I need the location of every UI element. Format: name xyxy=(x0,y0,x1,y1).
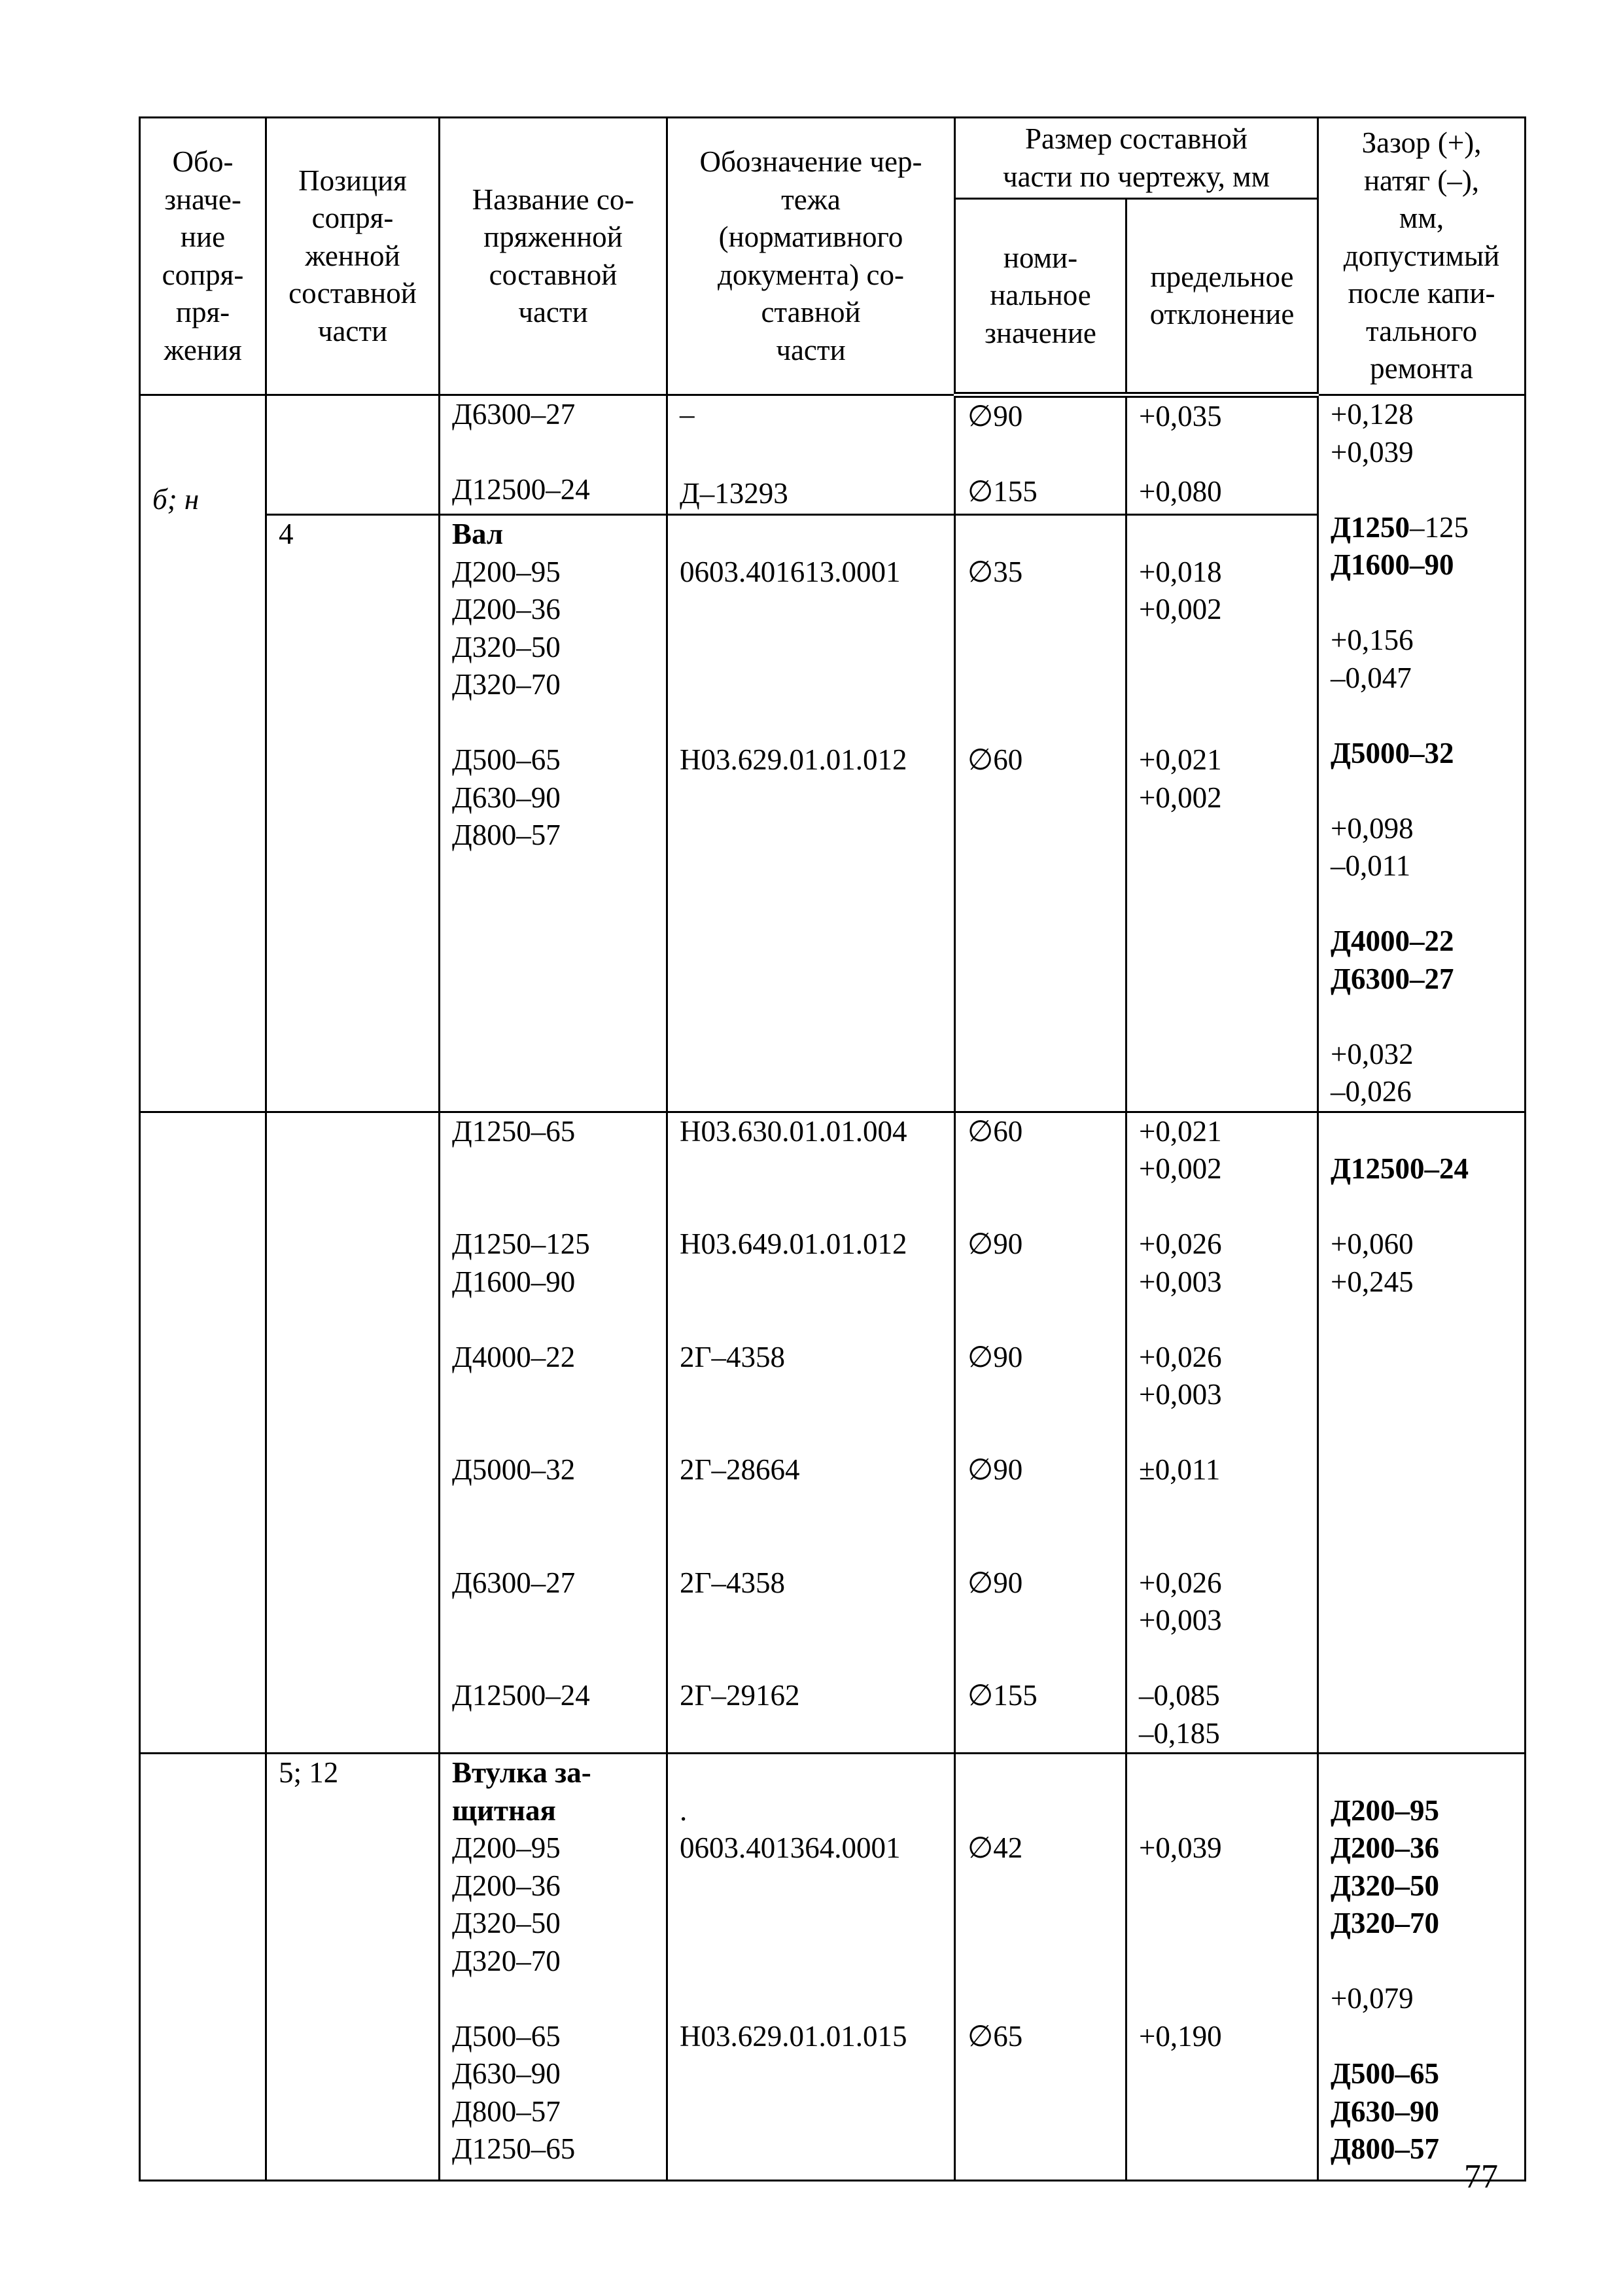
clearance-line xyxy=(1331,1754,1512,1792)
nominal-line: ∅60 xyxy=(968,743,1023,777)
header-deviation-text: предельное отклонение xyxy=(1149,260,1295,330)
cell-clearance xyxy=(1318,1112,1526,1754)
part-name-line: Д6300–27 xyxy=(452,1566,576,1599)
designation-text: б; н xyxy=(152,483,200,516)
clearance-line xyxy=(1331,2018,1512,2056)
drawing-line xyxy=(680,629,942,667)
part-name-line xyxy=(452,704,654,742)
part-name-line: Д200–95 xyxy=(452,1831,561,1864)
clearance-designation-prefix: Д1250 xyxy=(1331,510,1410,544)
deviation-line: +0,002 xyxy=(1139,593,1222,626)
deviation-line xyxy=(1139,1792,1305,1830)
nominal-line: ∅65 xyxy=(968,2019,1023,2053)
nominal-line xyxy=(968,704,1113,742)
clearance-line: Д500–65 xyxy=(1331,2057,1439,2090)
nominal-line xyxy=(968,666,1113,704)
drawing-line xyxy=(680,704,942,742)
table-row xyxy=(140,1112,1526,1754)
deviation-line xyxy=(1139,1943,1305,1981)
clearance-line xyxy=(1331,1113,1512,1151)
deviation-line: +0,026 xyxy=(1139,1340,1222,1373)
drawing-line xyxy=(680,1527,942,1564)
drawing-line xyxy=(680,1188,942,1226)
drawing-line xyxy=(680,1602,942,1640)
drawing-line xyxy=(680,591,942,629)
clearance-line: Д4000–22 xyxy=(1331,925,1454,957)
nominal-line xyxy=(968,1376,1113,1414)
clearance-line xyxy=(1331,885,1512,923)
nominal-line xyxy=(968,1792,1113,1830)
drawing-line xyxy=(680,666,942,704)
part-name-line: Д1600–90 xyxy=(452,1265,576,1298)
deviation-line xyxy=(1139,1527,1305,1564)
cell-designation xyxy=(140,1754,266,2181)
part-name-line: щитная xyxy=(452,1793,556,1827)
cell-clearance xyxy=(1318,1754,1526,2181)
header-clearance-text: Зазор (+), натяг (–), мм, допустимый после капи- тального ремонта xyxy=(1343,126,1500,385)
drawing-line: Н03.649.01.01.012 xyxy=(680,1227,907,1260)
header-row-1 xyxy=(140,118,1526,199)
deviation-line: +0,039 xyxy=(1139,1831,1222,1864)
deviation-line xyxy=(1139,1489,1305,1527)
header-part-name-text: Название со- пряженной составной части xyxy=(472,183,635,328)
header-position xyxy=(266,118,440,395)
nominal-line: ∅155 xyxy=(968,1679,1038,1712)
clearance-line: +0,156 xyxy=(1331,624,1414,656)
clearance-line: Д200–95 xyxy=(1331,1793,1439,1827)
cell-nominal xyxy=(955,1754,1126,2181)
deviation-line: +0,021 xyxy=(1139,1114,1222,1148)
cell-drawing xyxy=(667,1112,955,1754)
nominal-line xyxy=(968,591,1113,629)
cell-position xyxy=(266,395,440,515)
clearance-line: –0,026 xyxy=(1331,1075,1412,1108)
part-name-line: Д12500–24 xyxy=(452,473,590,506)
drawing-line: Н03.629.01.01.015 xyxy=(680,2019,907,2053)
drawing-line: 2Г–28664 xyxy=(680,1453,800,1486)
deviation-line: +0,026 xyxy=(1139,1566,1222,1599)
clearance-line: Д12500–24 xyxy=(1331,1152,1469,1185)
header-drawing-designation xyxy=(667,118,955,395)
deviation-line xyxy=(1139,666,1305,704)
cell-designation xyxy=(140,1112,266,1754)
deviation-line xyxy=(1139,704,1305,742)
cell-deviation xyxy=(1126,395,1318,515)
cell-clearance xyxy=(1318,395,1526,1112)
clearance-line xyxy=(1331,509,1512,547)
nominal-line: ∅90 xyxy=(968,1566,1023,1599)
header-deviation xyxy=(1126,199,1318,395)
deviation-line: +0,080 xyxy=(1139,475,1222,508)
designation-text xyxy=(152,1754,253,1792)
part-name-line: Д200–95 xyxy=(452,555,561,588)
part-name-line xyxy=(452,1301,654,1339)
drawing-line xyxy=(680,1414,942,1452)
drawing-line xyxy=(680,1980,942,2018)
designation-text xyxy=(152,1113,253,1151)
deviation-line: +0,002 xyxy=(1139,1152,1222,1185)
deviation-line: +0,003 xyxy=(1139,1265,1222,1298)
deviation-line: +0,035 xyxy=(1139,400,1222,433)
part-name-line: Д320–70 xyxy=(452,668,561,701)
part-name-line: Д320–70 xyxy=(452,1944,561,1977)
part-name-line: Д630–90 xyxy=(452,781,561,814)
part-name-line: Д1250–65 xyxy=(452,2132,576,2165)
part-name-line: Д12500–24 xyxy=(452,1679,590,1712)
drawing-line: – xyxy=(680,398,695,431)
deviation-line xyxy=(1139,1640,1305,1678)
drawing-line: Н03.630.01.01.004 xyxy=(680,1114,907,1148)
cell-deviation xyxy=(1126,1112,1318,1754)
cell-deviation xyxy=(1126,515,1318,1112)
clearance-line: Д6300–27 xyxy=(1331,962,1454,995)
part-name-line xyxy=(452,1489,654,1527)
clearance-line: +0,245 xyxy=(1331,1265,1414,1298)
nominal-line xyxy=(968,1527,1113,1564)
part-name-line xyxy=(452,1414,654,1452)
clearance-line: Д630–90 xyxy=(1331,2094,1439,2128)
part-name-line: Д320–50 xyxy=(452,1907,561,1939)
drawing-line xyxy=(680,1150,942,1188)
part-name-line: Д320–50 xyxy=(452,630,561,663)
deviation-line: +0,003 xyxy=(1139,1378,1222,1411)
nominal-line: ∅42 xyxy=(968,1831,1023,1864)
part-name-line: Д200–36 xyxy=(452,1869,561,1902)
nominal-line xyxy=(968,1754,1113,1792)
part-name-line: Вал xyxy=(452,518,504,551)
drawing-line: . xyxy=(680,1793,688,1827)
deviation-line xyxy=(1139,1867,1305,1905)
drawing-line xyxy=(680,1867,942,1905)
nominal-line xyxy=(968,1943,1113,1981)
header-nominal-text: номи- нальное значение xyxy=(985,241,1096,349)
clearance-designation-suffix: –125 xyxy=(1409,510,1469,544)
deviation-line: +0,026 xyxy=(1139,1227,1222,1260)
deviation-line xyxy=(1139,516,1305,554)
nominal-line xyxy=(968,1867,1113,1905)
clearance-line: –0,011 xyxy=(1331,849,1411,882)
deviation-line: ±0,011 xyxy=(1139,1453,1221,1486)
deviation-line: +0,190 xyxy=(1139,2019,1222,2053)
cell-part-name xyxy=(440,395,667,515)
cell-position xyxy=(266,515,440,1112)
drawing-line xyxy=(680,516,942,554)
cell-deviation xyxy=(1126,1754,1318,2181)
part-name-line: Д1250–125 xyxy=(452,1227,590,1260)
nominal-line xyxy=(968,516,1113,554)
deviation-line: +0,003 xyxy=(1139,1604,1222,1636)
nominal-line xyxy=(968,1263,1113,1301)
part-name-line xyxy=(452,1527,654,1564)
drawing-line xyxy=(680,1376,942,1414)
drawing-line xyxy=(680,1489,942,1527)
part-name-line: Д4000–22 xyxy=(452,1340,576,1373)
part-name-line xyxy=(452,1980,654,2018)
deviation-line: +0,021 xyxy=(1139,743,1222,777)
clearance-line: +0,060 xyxy=(1331,1227,1414,1260)
drawing-line xyxy=(680,1905,942,1943)
drawing-line: 0603.401613.0001 xyxy=(680,555,901,588)
nominal-line xyxy=(968,1188,1113,1226)
drawing-line: Д–13293 xyxy=(680,477,788,510)
cell-part-name xyxy=(440,515,667,1112)
cell-nominal xyxy=(955,515,1126,1112)
position-text: 5; 12 xyxy=(279,1756,339,1789)
part-name-line xyxy=(452,1150,654,1188)
nominal-line: ∅90 xyxy=(968,1453,1023,1486)
fitting-table xyxy=(139,116,1526,2181)
drawing-line xyxy=(680,1263,942,1301)
clearance-line xyxy=(1331,998,1512,1036)
header-designation xyxy=(140,118,266,395)
deviation-line: +0,018 xyxy=(1139,555,1222,588)
nominal-line xyxy=(968,1905,1113,1943)
drawing-line xyxy=(680,1943,942,1981)
header-size-group xyxy=(955,118,1318,199)
clearance-line: Д320–70 xyxy=(1331,1907,1439,1939)
drawing-line: 2Г–29162 xyxy=(680,1679,800,1712)
clearance-line: Д1600–90 xyxy=(1331,548,1454,581)
nominal-line: ∅35 xyxy=(968,555,1023,588)
cell-nominal xyxy=(955,395,1126,515)
nominal-line: ∅60 xyxy=(968,1114,1023,1148)
part-name-line xyxy=(452,1188,654,1226)
deviation-line xyxy=(1139,436,1305,474)
nominal-line xyxy=(968,1301,1113,1339)
deviation-line xyxy=(1139,1905,1305,1943)
deviation-line xyxy=(1139,1754,1305,1792)
clearance-line: +0,039 xyxy=(1331,435,1414,468)
cell-drawing xyxy=(667,515,955,1112)
table-row xyxy=(140,395,1526,515)
cell-nominal xyxy=(955,1112,1126,1754)
clearance-line xyxy=(1331,471,1512,509)
nominal-line: ∅155 xyxy=(968,475,1038,508)
drawing-line: 2Г–4358 xyxy=(680,1566,786,1599)
cell-drawing xyxy=(667,1754,955,2181)
clearance-line xyxy=(1331,772,1512,810)
part-name-line: Д800–57 xyxy=(452,819,561,852)
nominal-line: ∅90 xyxy=(968,1227,1023,1260)
part-name-line: Д1250–65 xyxy=(452,1114,576,1148)
header-size-group-text: Размер составной части по чертежу, мм xyxy=(1002,122,1270,193)
cell-designation xyxy=(140,395,266,1112)
nominal-line xyxy=(968,1980,1113,2018)
position-text xyxy=(279,1113,427,1151)
deviation-line xyxy=(1139,629,1305,667)
header-nominal xyxy=(955,199,1126,395)
drawing-line: 2Г–4358 xyxy=(680,1340,786,1373)
cell-drawing xyxy=(667,395,955,515)
cell-position xyxy=(266,1112,440,1754)
deviation-line: –0,185 xyxy=(1139,1716,1220,1750)
position-text: 4 xyxy=(279,518,294,551)
nominal-line xyxy=(968,1602,1113,1640)
clearance-line: +0,032 xyxy=(1331,1037,1414,1070)
part-name-line: Д500–65 xyxy=(452,2019,561,2053)
part-name-line xyxy=(452,434,654,472)
deviation-line: –0,085 xyxy=(1139,1679,1220,1712)
part-name-line xyxy=(452,1602,654,1640)
part-name-line: Д630–90 xyxy=(452,2057,561,2090)
clearance-line: Д800–57 xyxy=(1331,2132,1439,2165)
cell-part-name xyxy=(440,1754,667,2181)
nominal-line: ∅90 xyxy=(968,1340,1023,1373)
deviation-line xyxy=(1139,1301,1305,1339)
cell-position xyxy=(266,1754,440,2181)
part-name-line: Д5000–32 xyxy=(452,1453,576,1486)
nominal-line: ∅90 xyxy=(968,400,1023,433)
part-name-line xyxy=(452,1640,654,1678)
clearance-line xyxy=(1331,697,1512,735)
header-designation-text: Обо- значе- ние сопря- пря- жения xyxy=(162,145,244,366)
clearance-bold-part xyxy=(1331,511,1469,544)
part-name-line: Д6300–27 xyxy=(452,398,576,431)
part-name-line: Д200–36 xyxy=(452,593,561,626)
position-text xyxy=(279,396,427,434)
clearance-line: Д5000–32 xyxy=(1331,736,1454,769)
part-name-line: Втулка за- xyxy=(452,1756,591,1789)
page-number: 77 xyxy=(1464,2158,1498,2195)
deviation-line xyxy=(1139,1414,1305,1452)
nominal-line xyxy=(968,1640,1113,1678)
part-name-line xyxy=(452,1376,654,1414)
clearance-line: Д200–36 xyxy=(1331,1831,1439,1864)
header-clearance xyxy=(1318,118,1526,395)
part-name-line: Д800–57 xyxy=(452,2094,561,2128)
clearance-line: +0,098 xyxy=(1331,811,1414,845)
clearance-line: +0,079 xyxy=(1331,1982,1414,2015)
clearance-line xyxy=(1331,1943,1512,1981)
clearance-line: –0,047 xyxy=(1331,661,1412,694)
drawing-line xyxy=(680,1301,942,1339)
drawing-line: 0603.401364.0001 xyxy=(680,1831,901,1864)
header-drawing-designation-text: Обозначение чер- тежа (нормативного документа) со- ставной части xyxy=(699,145,922,366)
deviation-line xyxy=(1139,1980,1305,2018)
deviation-line: +0,002 xyxy=(1139,781,1222,814)
cell-part-name xyxy=(440,1112,667,1754)
drawing-line xyxy=(680,1640,942,1678)
drawing-line: Н03.629.01.01.012 xyxy=(680,743,907,777)
drawing-line xyxy=(680,1754,942,1792)
clearance-line: Д320–50 xyxy=(1331,1869,1439,1902)
header-position-text: Позиция сопря- женной составной части xyxy=(288,164,417,347)
drawing-line xyxy=(680,434,942,472)
table-row xyxy=(140,515,1526,1112)
nominal-line xyxy=(968,436,1113,474)
part-name-line: Д500–65 xyxy=(452,743,561,777)
deviation-line xyxy=(1139,1188,1305,1226)
nominal-line xyxy=(968,1489,1113,1527)
nominal-line xyxy=(968,629,1113,667)
header-part-name xyxy=(440,118,667,395)
clearance-line xyxy=(1331,584,1512,622)
clearance-line xyxy=(1331,1188,1512,1226)
table-row xyxy=(140,1754,1526,2181)
clearance-line: +0,128 xyxy=(1331,398,1414,431)
nominal-line xyxy=(968,1414,1113,1452)
nominal-line xyxy=(968,1150,1113,1188)
